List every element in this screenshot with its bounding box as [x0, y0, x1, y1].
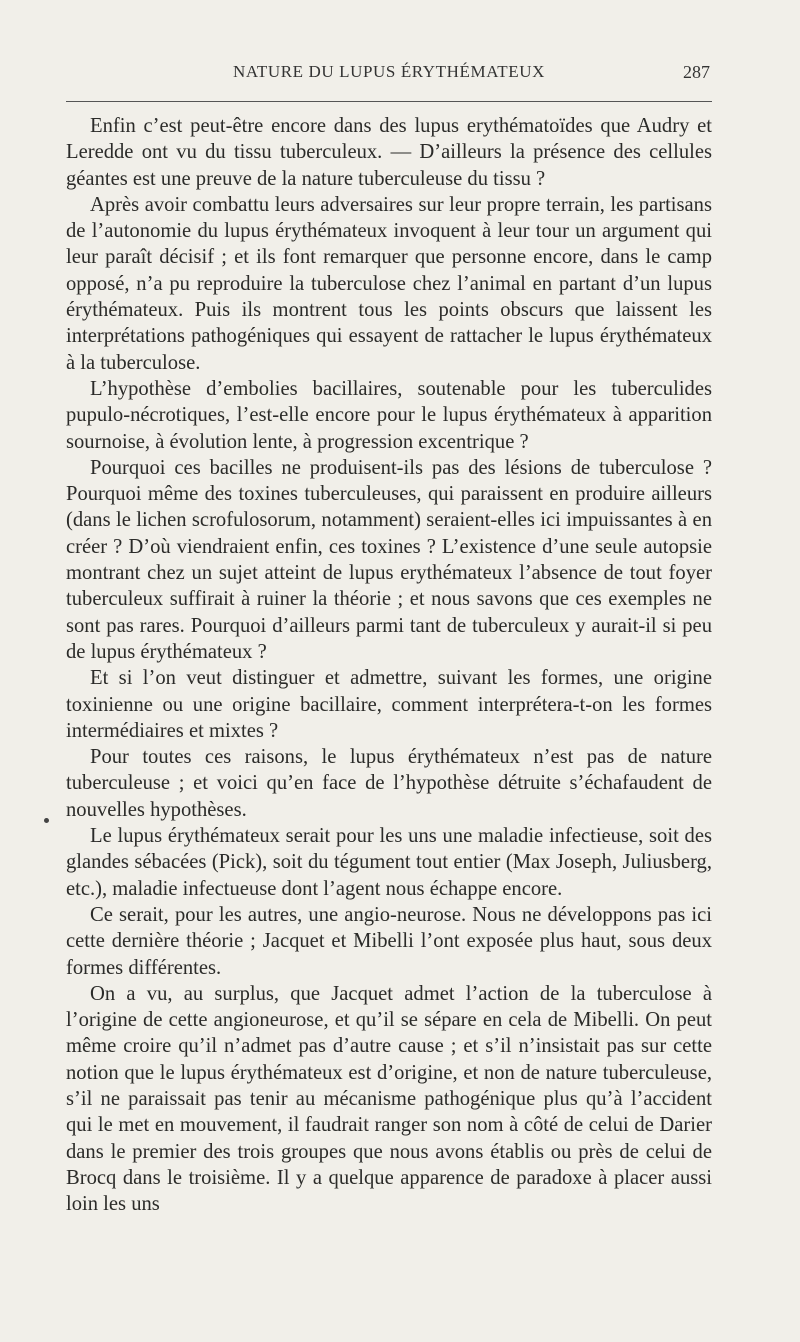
paragraph: Et si l’on veut distinguer et admettre, suivant les formes, une origine toxinienne ou une origine bacillaire, comment interprétera-t-on les formes intermédiaires et mixtes ? — [66, 667, 712, 742]
paragraph: Pourquoi ces bacilles ne produisent-ils pas des lésions de tuberculose ? Pourquoi même des toxines tuberculeuses, qui paraissent en produire ailleurs (dans le lichen scrofulosorum, notamment) seraient-elles ici impuissantes à en créer ? D’où viendraient enfin, ces toxines ? L’existence d’une seule autopsie montrant chez un sujet atteint de lupus erythémateux l’absence de tout foyer tuberculeux suffirait à ruiner la théorie ; et nous savons que ces exemples ne sont pas rares. Pourquoi d’ailleurs parmi tant de tuberculeux y aurait-il si peu de lupus érythémateux ? — [66, 456, 712, 663]
paragraph: L’hypothèse d’embolies bacillaires, soutenable pour les tuberculides pupulo-nécrotiques, l’est-elle encore pour le lupus érythémateux à apparition sournoise, à évolution lente, à progression excentrique ? — [66, 377, 712, 453]
body-text — [66, 113, 712, 1217]
paragraph: Pour toutes ces raisons, le lupus érythémateux n’est pas de nature tuberculeuse ; et voici qu’en face de l’hypothèse détruite s’échafaudent de nouvelles hypothèses. — [66, 746, 712, 821]
header-rule — [66, 101, 712, 102]
paragraph: Le lupus érythémateux serait pour les uns une maladie infectieuse, soit des glandes sébacées (Pick), soit du tégument tout entier (Max Joseph, Juliusberg, etc.), maladie infectueuse dont l’agent nous échappe encore. — [66, 825, 712, 900]
running-title: NATURE DU LUPUS ÉRYTHÉMATEUX — [233, 62, 545, 81]
page-number: 287 — [683, 62, 710, 82]
paragraph: Après avoir combattu leurs adversaires sur leur propre terrain, les partisans de l’autonomie du lupus érythémateux invoquent à leur tour un argument qui leur paraît décisif ; et ils font remarquer que personne encore, dans le camp opposé, n’a pu reproduire la tuberculose chez l’animal en partant d’un lupus érythémateux. Puis ils montrent tous les points obscurs que laissent les interprétations pathogéniques qui essayent de rattacher le lupus érythémateux à la tuberculose. — [66, 193, 712, 374]
paragraph: On a vu, au surplus, que Jacquet admet l’action de la tuberculose à l’origine de cette angioneurose, et qu’il se sépare en cela de Mibelli. On peut même croire qu’il n’admet pas d’autre cause ; et s’il n’insistait pas sur cette notion que le lupus érythémateux est d’origine, et non de nature tuberculeuse, s’il ne paraissait pas tenir au mécanisme pathogénique plus qu’à l’accident qui le met en mouvement, il faudrait ranger son nom à côté de celui de Darier dans le premier des trois groupes que nous avons établis ou près de celui de Brocq dans le troisième. Il y a quelque apparence de paradoxe à placer aussi loin les uns — [66, 982, 712, 1216]
running-head — [66, 62, 712, 86]
paragraph: Enfin c’est peut-être encore dans des lupus erythématoïdes que Audry et Leredde ont vu du tissu tuberculeux. — D’ailleurs la présence des cellules géantes est une preuve de la nature tuberculeuse du tissu ? — [66, 115, 712, 190]
margin-dot-mark — [44, 818, 49, 823]
paragraph: Ce serait, pour les autres, une angio-neurose. Nous ne développons pas ici cette dernière théorie ; Jacquet et Mibelli l’ont exposée plus haut, sous deux formes différentes. — [66, 903, 712, 979]
